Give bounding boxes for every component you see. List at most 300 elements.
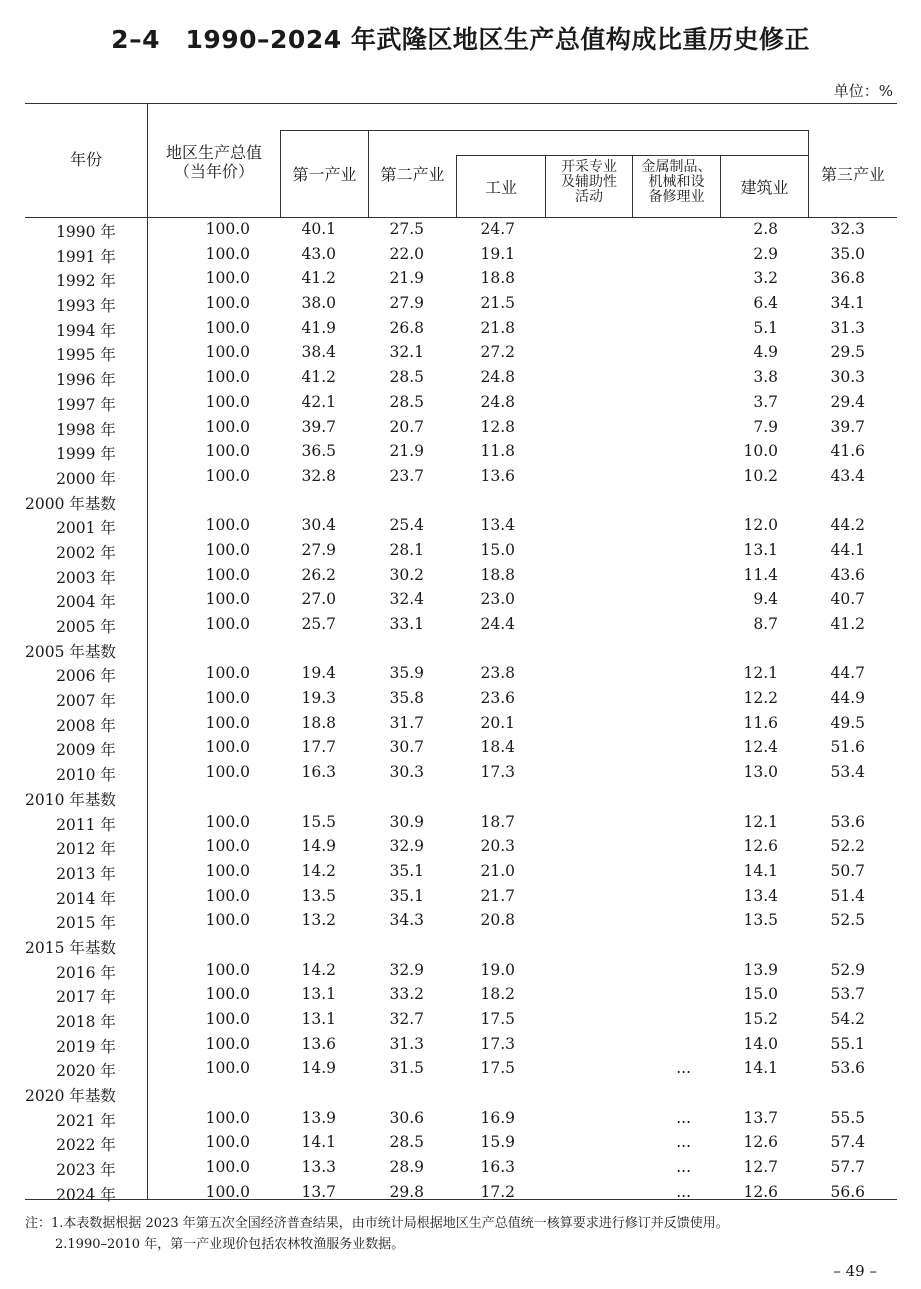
secondary-cell: 31.7: [389, 713, 424, 732]
primary-cell: 25.7: [301, 615, 336, 633]
tertiary-cell: 50.7: [830, 861, 865, 880]
primary-cell: 41.2: [301, 269, 336, 288]
tertiary-cell: 52.5: [830, 911, 865, 930]
table-row: [0, 243, 921, 268]
base-year-label: 2020 年基数: [25, 1087, 116, 1106]
industry-cell: 19.1: [480, 244, 515, 263]
tertiary-cell: 43.6: [830, 565, 865, 584]
industry-cell: 24.7: [480, 220, 515, 238]
gdp-cell: 100.0: [205, 1010, 250, 1028]
year-cell: 1990 年: [56, 223, 116, 241]
year-cell: 2006 年: [56, 667, 116, 686]
table-row: [0, 218, 921, 243]
industry-cell: 20.3: [480, 837, 515, 856]
year-cell: 2005 年: [56, 618, 116, 636]
year-cell: 2014 年: [56, 889, 116, 908]
base-year-row: [0, 786, 921, 811]
base-year-row: [0, 490, 921, 515]
gdp-cell: 100.0: [205, 1059, 250, 1078]
construction-cell: 5.1: [753, 318, 778, 337]
primary-cell: 13.5: [301, 886, 336, 905]
primary-cell: 14.9: [301, 1059, 336, 1078]
gdp-cell: 100.0: [205, 392, 250, 411]
base-year-row: [0, 638, 921, 663]
tertiary-cell: 44.2: [830, 516, 865, 535]
footnotes: [25, 1213, 729, 1255]
secondary-cell: 32.9: [389, 960, 424, 979]
gdp-cell: 100.0: [205, 466, 250, 485]
secondary-cell: 28.9: [389, 1158, 424, 1177]
year-cell: 2010 年: [56, 766, 116, 785]
gdp-cell: 100.0: [205, 516, 250, 535]
secondary-cell: 20.7: [389, 417, 424, 436]
construction-cell: 13.7: [743, 1108, 778, 1127]
tertiary-cell: 43.4: [830, 466, 865, 485]
year-cell: 1994 年: [56, 321, 116, 340]
year-cell: 2019 年: [56, 1037, 116, 1056]
secondary-cell: 30.2: [389, 565, 424, 584]
year-cell: 2004 年: [56, 593, 116, 612]
header-subgroup-rule: [456, 155, 808, 156]
industry-cell: 24.8: [480, 368, 515, 387]
year-cell: 2012 年: [56, 840, 116, 859]
gdp-cell: 100.0: [205, 220, 250, 238]
header-gdp-line2: （当年价）: [173, 162, 254, 181]
table-row: [0, 613, 921, 638]
industry-cell: 12.8: [480, 417, 515, 436]
table-row: [0, 687, 921, 712]
construction-cell: 11.4: [743, 565, 778, 584]
table-row: [0, 1156, 921, 1181]
table-top-rule: [25, 103, 897, 104]
tertiary-cell: 39.7: [830, 417, 865, 436]
table-row: [0, 539, 921, 564]
table-row: [0, 712, 921, 737]
construction-cell: 14.1: [743, 1059, 778, 1078]
year-cell: 2016 年: [56, 963, 116, 982]
gdp-cell: 100.0: [205, 244, 250, 263]
table-row: [0, 416, 921, 441]
construction-cell: 3.2: [753, 269, 778, 288]
gdp-cell: 100.0: [205, 861, 250, 880]
footnote-1: 注：1.本表数据根据 2023 年第五次全国经济普查结果，由市统计局根据地区生产总值统一核算要求进行修订并反馈使用。: [25, 1216, 729, 1231]
header-group-rule: [280, 130, 808, 131]
secondary-cell: 28.5: [389, 1133, 424, 1152]
construction-cell: 12.7: [743, 1158, 778, 1177]
primary-cell: 39.7: [301, 417, 336, 436]
industry-cell: 23.0: [480, 590, 515, 609]
tertiary-cell: 57.7: [830, 1158, 865, 1177]
secondary-cell: 28.5: [389, 368, 424, 387]
construction-cell: 12.1: [743, 812, 778, 831]
header-metal-line3: 备修理业: [648, 189, 705, 205]
primary-cell: 14.1: [301, 1133, 336, 1152]
table-row: [0, 662, 921, 687]
gdp-cell: 100.0: [205, 886, 250, 905]
table-row: [0, 811, 921, 836]
table-row: [0, 909, 921, 934]
secondary-cell: 33.1: [389, 615, 424, 633]
tertiary-cell: 31.3: [830, 318, 865, 337]
table-row: [0, 1057, 921, 1082]
primary-cell: 14.2: [301, 861, 336, 880]
gdp-cell: 100.0: [205, 837, 250, 856]
tertiary-cell: 30.3: [830, 368, 865, 387]
industry-cell: 15.9: [480, 1133, 515, 1152]
industry-cell: 23.6: [480, 689, 515, 708]
tertiary-cell: 53.6: [830, 812, 865, 831]
tertiary-cell: 41.2: [830, 615, 865, 633]
industry-cell: 20.1: [480, 713, 515, 732]
gdp-cell: 100.0: [205, 343, 250, 362]
table-row: [0, 959, 921, 984]
metal-cell: ...: [676, 1059, 691, 1078]
primary-cell: 17.7: [301, 738, 336, 757]
table-row: [0, 564, 921, 589]
primary-cell: 13.1: [301, 1010, 336, 1028]
tertiary-cell: 53.6: [830, 1059, 865, 1078]
year-cell: 1995 年: [56, 346, 116, 365]
primary-cell: 14.2: [301, 960, 336, 979]
gdp-cell: 100.0: [205, 911, 250, 930]
base-year-label: 2005 年基数: [25, 642, 116, 661]
industry-cell: 16.3: [480, 1158, 515, 1177]
secondary-cell: 30.9: [389, 812, 424, 831]
tertiary-cell: 40.7: [830, 590, 865, 609]
construction-cell: 13.1: [743, 540, 778, 559]
industry-cell: 18.7: [480, 812, 515, 831]
industry-cell: 18.2: [480, 985, 515, 1004]
table-row: [0, 465, 921, 490]
primary-cell: 13.3: [301, 1158, 336, 1177]
year-cell: 2007 年: [56, 692, 116, 711]
tertiary-cell: 32.3: [830, 220, 865, 238]
industry-cell: 18.8: [480, 565, 515, 584]
base-year-label: 2000 年基数: [25, 494, 116, 513]
table-row: [0, 267, 921, 292]
secondary-cell: 30.6: [389, 1108, 424, 1127]
gdp-cell: 100.0: [205, 1133, 250, 1152]
construction-cell: 13.4: [743, 886, 778, 905]
gdp-cell: 100.0: [205, 985, 250, 1004]
construction-cell: 12.4: [743, 738, 778, 757]
construction-cell: 8.7: [753, 615, 778, 633]
secondary-cell: 35.1: [389, 861, 424, 880]
tertiary-cell: 29.5: [830, 343, 865, 362]
tertiary-cell: 44.9: [830, 689, 865, 708]
table-row: [0, 514, 921, 539]
table-row: [0, 341, 921, 366]
year-cell: 2002 年: [56, 543, 116, 562]
secondary-cell: 35.8: [389, 689, 424, 708]
construction-cell: 12.6: [743, 1182, 778, 1201]
construction-cell: 3.8: [753, 368, 778, 387]
industry-cell: 17.2: [480, 1182, 515, 1201]
gdp-cell: 100.0: [205, 738, 250, 757]
header-mining-line1: 开采专业: [561, 159, 617, 175]
header-year: 年份: [69, 150, 102, 169]
footnote-2: 2.1990–2010 年，第一产业现价包括农林牧渔服务业数据。: [55, 1237, 405, 1252]
construction-cell: 2.8: [753, 220, 778, 238]
table-row: [0, 885, 921, 910]
year-cell: 1998 年: [56, 420, 116, 439]
tertiary-cell: 57.4: [830, 1133, 865, 1152]
primary-cell: 13.1: [301, 985, 336, 1004]
header-mining-line2: 及辅助性: [561, 174, 617, 190]
table-row: [0, 761, 921, 786]
year-cell: 1997 年: [56, 395, 116, 414]
construction-cell: 3.7: [753, 392, 778, 411]
construction-cell: 4.9: [753, 343, 778, 362]
construction-cell: 12.2: [743, 689, 778, 708]
year-cell: 1996 年: [56, 371, 116, 390]
primary-cell: 14.9: [301, 837, 336, 856]
year-cell: 2011 年: [56, 815, 116, 834]
base-year-row: [0, 1082, 921, 1107]
primary-cell: 30.4: [301, 516, 336, 535]
gdp-cell: 100.0: [205, 1182, 250, 1201]
year-cell: 2021 年: [56, 1111, 116, 1130]
year-cell: 1992 年: [56, 272, 116, 291]
primary-cell: 16.3: [301, 763, 336, 782]
header-metal: [633, 160, 720, 205]
header-secondary: 第二产业: [380, 165, 445, 184]
industry-cell: 24.4: [480, 615, 515, 633]
header-metal-line1: 金属制品、: [641, 159, 712, 175]
industry-cell: 13.6: [480, 466, 515, 485]
metal-cell: ...: [676, 1108, 691, 1127]
construction-cell: 13.5: [743, 911, 778, 930]
secondary-cell: 33.2: [389, 985, 424, 1004]
base-year-row: [0, 934, 921, 959]
tertiary-cell: 54.2: [830, 1010, 865, 1028]
tertiary-cell: 36.8: [830, 269, 865, 288]
primary-cell: 13.2: [301, 911, 336, 930]
gdp-cell: 100.0: [205, 689, 250, 708]
metal-cell: ...: [676, 1158, 691, 1177]
tertiary-cell: 55.5: [830, 1108, 865, 1127]
tertiary-cell: 44.7: [830, 664, 865, 683]
industry-cell: 17.3: [480, 1034, 515, 1053]
secondary-cell: 32.7: [389, 1010, 424, 1028]
tertiary-cell: 49.5: [830, 713, 865, 732]
tertiary-cell: 52.9: [830, 960, 865, 979]
tertiary-cell: 44.1: [830, 540, 865, 559]
table-row: [0, 440, 921, 465]
secondary-cell: 21.9: [389, 442, 424, 461]
table-row: [0, 1033, 921, 1058]
industry-cell: 21.5: [480, 294, 515, 313]
year-cell: 2020 年: [56, 1062, 116, 1081]
industry-cell: 24.8: [480, 392, 515, 411]
industry-cell: 21.8: [480, 318, 515, 337]
industry-cell: 21.0: [480, 861, 515, 880]
gdp-cell: 100.0: [205, 713, 250, 732]
secondary-cell: 35.9: [389, 664, 424, 683]
table-row: [0, 860, 921, 885]
tertiary-cell: 53.7: [830, 985, 865, 1004]
industry-cell: 17.3: [480, 763, 515, 782]
year-cell: 2009 年: [56, 741, 116, 760]
construction-cell: 11.6: [743, 713, 778, 732]
year-cell: 2017 年: [56, 988, 116, 1007]
secondary-cell: 32.9: [389, 837, 424, 856]
primary-cell: 15.5: [301, 812, 336, 831]
header-primary: 第一产业: [292, 165, 357, 184]
metal-cell: ...: [676, 1133, 691, 1152]
year-cell: 2003 年: [56, 568, 116, 587]
year-cell: 1993 年: [56, 297, 116, 316]
secondary-cell: 26.8: [389, 318, 424, 337]
primary-cell: 43.0: [301, 244, 336, 263]
construction-cell: 12.0: [743, 516, 778, 535]
header-mining-line3: 活动: [575, 189, 603, 205]
industry-cell: 21.7: [480, 886, 515, 905]
primary-cell: 38.4: [301, 343, 336, 362]
table-row: [0, 835, 921, 860]
gdp-cell: 100.0: [205, 318, 250, 337]
header-construction: 建筑业: [740, 178, 789, 197]
header-gdp-line1: 地区生产总值: [165, 143, 262, 162]
secondary-cell: 23.7: [389, 466, 424, 485]
primary-cell: 13.6: [301, 1034, 336, 1053]
industry-cell: 27.2: [480, 343, 515, 362]
year-cell: 2024 年: [56, 1185, 116, 1204]
primary-cell: 41.9: [301, 318, 336, 337]
tertiary-cell: 53.4: [830, 763, 865, 782]
secondary-cell: 29.8: [389, 1182, 424, 1201]
tertiary-cell: 55.1: [830, 1034, 865, 1053]
tertiary-cell: 29.4: [830, 392, 865, 411]
tertiary-cell: 35.0: [830, 244, 865, 263]
industry-cell: 11.8: [480, 442, 515, 461]
table-row: [0, 366, 921, 391]
year-cell: 2018 年: [56, 1013, 116, 1031]
industry-cell: 18.4: [480, 738, 515, 757]
industry-cell: 20.8: [480, 911, 515, 930]
header-industry: 工业: [484, 178, 517, 197]
construction-cell: 7.9: [753, 417, 778, 436]
construction-cell: 13.0: [743, 763, 778, 782]
primary-cell: 13.9: [301, 1108, 336, 1127]
table-row: [0, 588, 921, 613]
construction-cell: 12.6: [743, 1133, 778, 1152]
gdp-cell: 100.0: [205, 442, 250, 461]
industry-cell: 17.5: [480, 1010, 515, 1028]
gdp-cell: 100.0: [205, 664, 250, 683]
construction-cell: 10.2: [743, 466, 778, 485]
primary-cell: 38.0: [301, 294, 336, 313]
industry-cell: 13.4: [480, 516, 515, 535]
gdp-cell: 100.0: [205, 565, 250, 584]
primary-cell: 42.1: [301, 392, 336, 411]
primary-cell: 27.9: [301, 540, 336, 559]
construction-cell: 14.1: [743, 861, 778, 880]
header-metal-line2: 机械和设: [648, 174, 705, 190]
secondary-cell: 35.1: [389, 886, 424, 905]
tertiary-cell: 56.6: [830, 1182, 865, 1201]
secondary-cell: 31.3: [389, 1034, 424, 1053]
table-row: [0, 317, 921, 342]
gdp-cell: 100.0: [205, 1034, 250, 1053]
year-cell: 1999 年: [56, 445, 116, 464]
metal-cell: ...: [676, 1182, 691, 1201]
secondary-cell: 22.0: [389, 244, 424, 263]
primary-cell: 40.1: [301, 220, 336, 238]
year-cell: 2001 年: [56, 519, 116, 538]
secondary-cell: 27.5: [389, 220, 424, 238]
industry-cell: 16.9: [480, 1108, 515, 1127]
industry-cell: 23.8: [480, 664, 515, 683]
gdp-cell: 100.0: [205, 417, 250, 436]
table-body: [0, 218, 921, 1206]
secondary-cell: 32.1: [389, 343, 424, 362]
construction-cell: 2.9: [753, 244, 778, 263]
primary-cell: 18.8: [301, 713, 336, 732]
secondary-cell: 27.9: [389, 294, 424, 313]
gdp-cell: 100.0: [205, 540, 250, 559]
construction-cell: 12.6: [743, 837, 778, 856]
table-row: [0, 1131, 921, 1156]
industry-cell: 19.0: [480, 960, 515, 979]
unit-label: 单位：%: [833, 82, 893, 100]
tertiary-cell: 51.6: [830, 738, 865, 757]
gdp-cell: 100.0: [205, 590, 250, 609]
year-cell: 1991 年: [56, 247, 116, 266]
tertiary-cell: 52.2: [830, 837, 865, 856]
secondary-cell: 21.9: [389, 269, 424, 288]
base-year-label: 2015 年基数: [25, 938, 116, 957]
primary-cell: 32.8: [301, 466, 336, 485]
gdp-cell: 100.0: [205, 368, 250, 387]
tertiary-cell: 34.1: [830, 294, 865, 313]
year-cell: 2023 年: [56, 1161, 116, 1180]
secondary-cell: 32.4: [389, 590, 424, 609]
construction-cell: 13.9: [743, 960, 778, 979]
construction-cell: 12.1: [743, 664, 778, 683]
table-row: [0, 292, 921, 317]
table-row: [0, 1008, 921, 1033]
primary-cell: 13.7: [301, 1182, 336, 1201]
gdp-cell: 100.0: [205, 1158, 250, 1177]
table-row: [0, 1181, 921, 1206]
gdp-cell: 100.0: [205, 812, 250, 831]
year-cell: 2000 年: [56, 469, 116, 488]
construction-cell: 15.0: [743, 985, 778, 1004]
construction-cell: 10.0: [743, 442, 778, 461]
primary-cell: 27.0: [301, 590, 336, 609]
gdp-cell: 100.0: [205, 763, 250, 782]
secondary-cell: 25.4: [389, 516, 424, 535]
table-row: [0, 391, 921, 416]
gdp-cell: 100.0: [205, 294, 250, 313]
base-year-label: 2010 年基数: [25, 790, 116, 809]
primary-cell: 19.4: [301, 664, 336, 683]
page-title: 2–4 1990–2024 年武隆区地区生产总值构成比重历史修正: [111, 25, 810, 54]
industry-cell: 15.0: [480, 540, 515, 559]
construction-cell: 6.4: [753, 294, 778, 313]
page-number: – 49 –: [833, 1262, 877, 1280]
gdp-cell: 100.0: [205, 960, 250, 979]
year-cell: 2008 年: [56, 716, 116, 735]
primary-cell: 41.2: [301, 368, 336, 387]
table-row: [0, 983, 921, 1008]
primary-cell: 19.3: [301, 689, 336, 708]
secondary-cell: 28.5: [389, 392, 424, 411]
secondary-cell: 34.3: [389, 911, 424, 930]
header-tertiary: 第三产业: [820, 165, 885, 184]
tertiary-cell: 51.4: [830, 886, 865, 905]
